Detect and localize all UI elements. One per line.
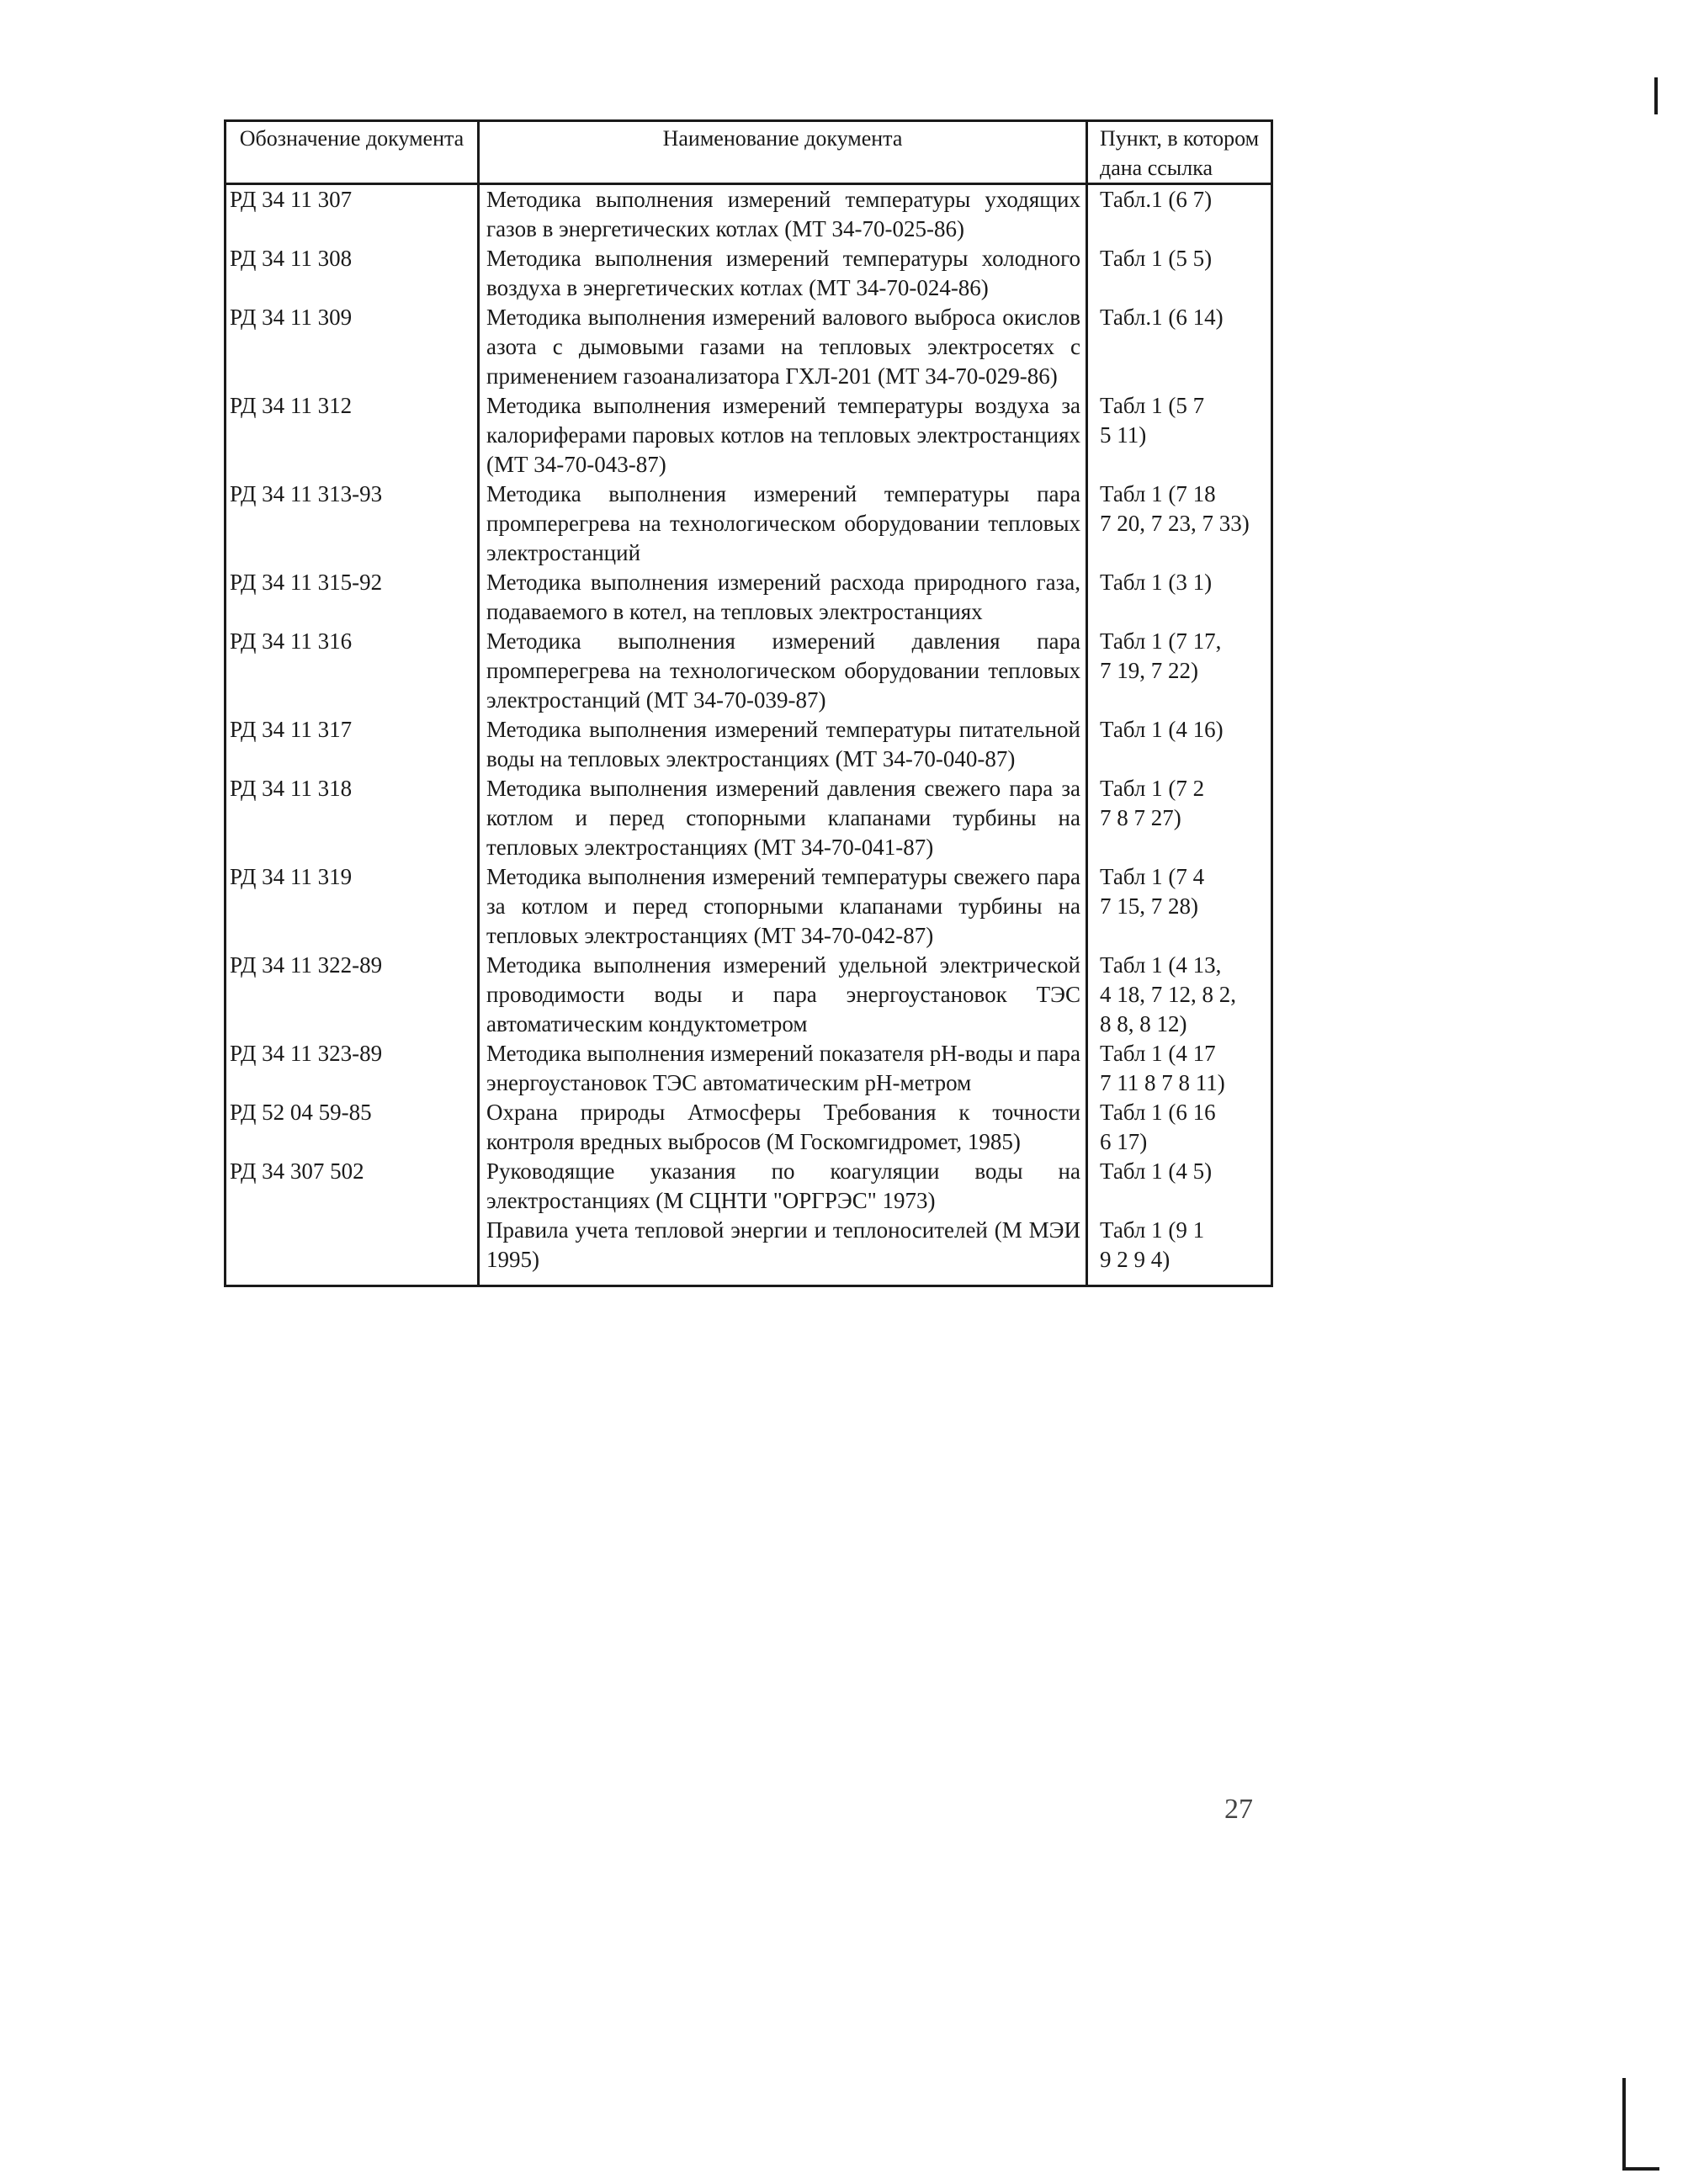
table-row	[226, 1039, 1272, 1098]
header-reference-clause: Пункт, в котором дана ссылка	[1087, 121, 1272, 184]
document-name: Методика выполнения измерений температуры воздуха за калориферами паровых котлов на тепловых электростанциях (МТ 34-70-043-87)	[479, 391, 1087, 480]
page-number: 27	[1224, 1794, 1253, 1825]
table-row	[226, 715, 1272, 774]
document-code: РД 34 11 319	[226, 862, 479, 951]
document-code: РД 34 11 316	[226, 627, 479, 715]
document-name: Методика выполнения измерений температуры уходящих газов в энергетических котлах (МТ 34-70-025-86)	[479, 184, 1087, 245]
document-code: РД 34 11 315-92	[226, 568, 479, 627]
document-name: Правила учета тепловой энергии и теплоносителей (М МЭИ 1995)	[479, 1216, 1087, 1286]
document-code	[226, 1216, 479, 1286]
reference-clause: Табл 1 (4 5)	[1087, 1157, 1272, 1216]
reference-clause: Табл 1 (5 5)	[1087, 244, 1272, 303]
scan-corner-mark	[1622, 2078, 1626, 2171]
document-code: РД 34 11 318	[226, 774, 479, 862]
document-name: Методика выполнения измерений давления свежего пара за котлом и перед стопорными клапанами турбины на тепловых электростанциях (МТ 34-70-041-87)	[479, 774, 1087, 862]
document-name: Методика выполнения измерений температуры пара промперегрева на технологическом оборудовании тепловых электростанций	[479, 480, 1087, 568]
document-name: Методика выполнения измерений температуры питательной воды на тепловых электростанциях (МТ 34-70-040-87)	[479, 715, 1087, 774]
document-name: Охрана природы Атмосферы Требования к точности контроля вредных выбросов (М Госкомгидромет, 1985)	[479, 1098, 1087, 1157]
table-row	[226, 627, 1272, 715]
document-name: Методика выполнения измерений температуры холодного воздуха в энергетических котлах (МТ 34-70-024-86)	[479, 244, 1087, 303]
reference-clause: Табл 1 (7 18 7 20, 7 23, 7 33)	[1087, 480, 1272, 568]
document-name: Методика выполнения измерений температуры свежего пара за котлом и перед стопорными клапанами турбины на тепловых электростанциях (МТ 34-70-042-87)	[479, 862, 1087, 951]
reference-clause: Табл 1 (4 13, 4 18, 7 12, 8 2, 8 8, 8 12)	[1087, 951, 1272, 1039]
document-code: РД 34 11 307	[226, 184, 479, 245]
document-name: Методика выполнения измерений давления пара промперегрева на технологическом оборудовании тепловых электростанций (МТ 34-70-039-87)	[479, 627, 1087, 715]
table-row	[226, 1216, 1272, 1286]
document-code: РД 34 11 323-89	[226, 1039, 479, 1098]
table-row	[226, 303, 1272, 391]
document-code: РД 34 11 317	[226, 715, 479, 774]
table-header-row	[226, 121, 1272, 184]
table-body	[226, 184, 1272, 1286]
table-row	[226, 774, 1272, 862]
reference-clause: Табл 1 (4 16)	[1087, 715, 1272, 774]
document-name: Методика выполнения измерений удельной электрической проводимости воды и пара энергоустановок ТЭС автоматическим кондуктометром	[479, 951, 1087, 1039]
references-table	[224, 119, 1273, 1287]
document-code: РД 52 04 59-85	[226, 1098, 479, 1157]
reference-clause: Табл 1 (6 16 6 17)	[1087, 1098, 1272, 1157]
table-row	[226, 184, 1272, 245]
table-row	[226, 244, 1272, 303]
reference-clause: Табл 1 (4 17 7 11 8 7 8 11)	[1087, 1039, 1272, 1098]
reference-clause: Табл.1 (6 14)	[1087, 303, 1272, 391]
scan-corner-mark	[1622, 2167, 1659, 2171]
document-code: РД 34 307 502	[226, 1157, 479, 1216]
document-code: РД 34 11 313-93	[226, 480, 479, 568]
reference-clause: Табл 1 (7 2 7 8 7 27)	[1087, 774, 1272, 862]
reference-clause: Табл 1 (9 1 9 2 9 4)	[1087, 1216, 1272, 1286]
document-name: Методика выполнения измерений расхода природного газа, подаваемого в котел, на тепловых электростанциях	[479, 568, 1087, 627]
header-document-name: Наименование документа	[479, 121, 1087, 184]
table-row	[226, 1098, 1272, 1157]
table-row	[226, 568, 1272, 627]
document-code: РД 34 11 312	[226, 391, 479, 480]
document-code: РД 34 11 322-89	[226, 951, 479, 1039]
reference-clause: Табл 1 (5 7 5 11)	[1087, 391, 1272, 480]
document-name: Методика выполнения измерений валового выброса окислов азота с дымовыми газами на тепловых электросетях с применением газоанализатора ГХЛ-201 (МТ 34-70-029-86)	[479, 303, 1087, 391]
reference-clause: Табл 1 (7 17, 7 19, 7 22)	[1087, 627, 1272, 715]
reference-clause: Табл.1 (6 7)	[1087, 184, 1272, 245]
header-designation: Обозначение документа	[226, 121, 479, 184]
reference-clause: Табл 1 (3 1)	[1087, 568, 1272, 627]
reference-clause: Табл 1 (7 4 7 15, 7 28)	[1087, 862, 1272, 951]
document-name: Методика выполнения измерений показателя pH-воды и пара энергоустановок ТЭС автоматическим pH-метром	[479, 1039, 1087, 1098]
table-row	[226, 862, 1272, 951]
table-row	[226, 391, 1272, 480]
document-code: РД 34 11 308	[226, 244, 479, 303]
document-code: РД 34 11 309	[226, 303, 479, 391]
document-name: Руководящие указания по коагуляции воды на электростанциях (М СЦНТИ "ОРГРЭС" 1973)	[479, 1157, 1087, 1216]
table-row	[226, 1157, 1272, 1216]
scan-edge-mark	[1654, 77, 1658, 114]
table-row	[226, 480, 1272, 568]
table-row	[226, 951, 1272, 1039]
